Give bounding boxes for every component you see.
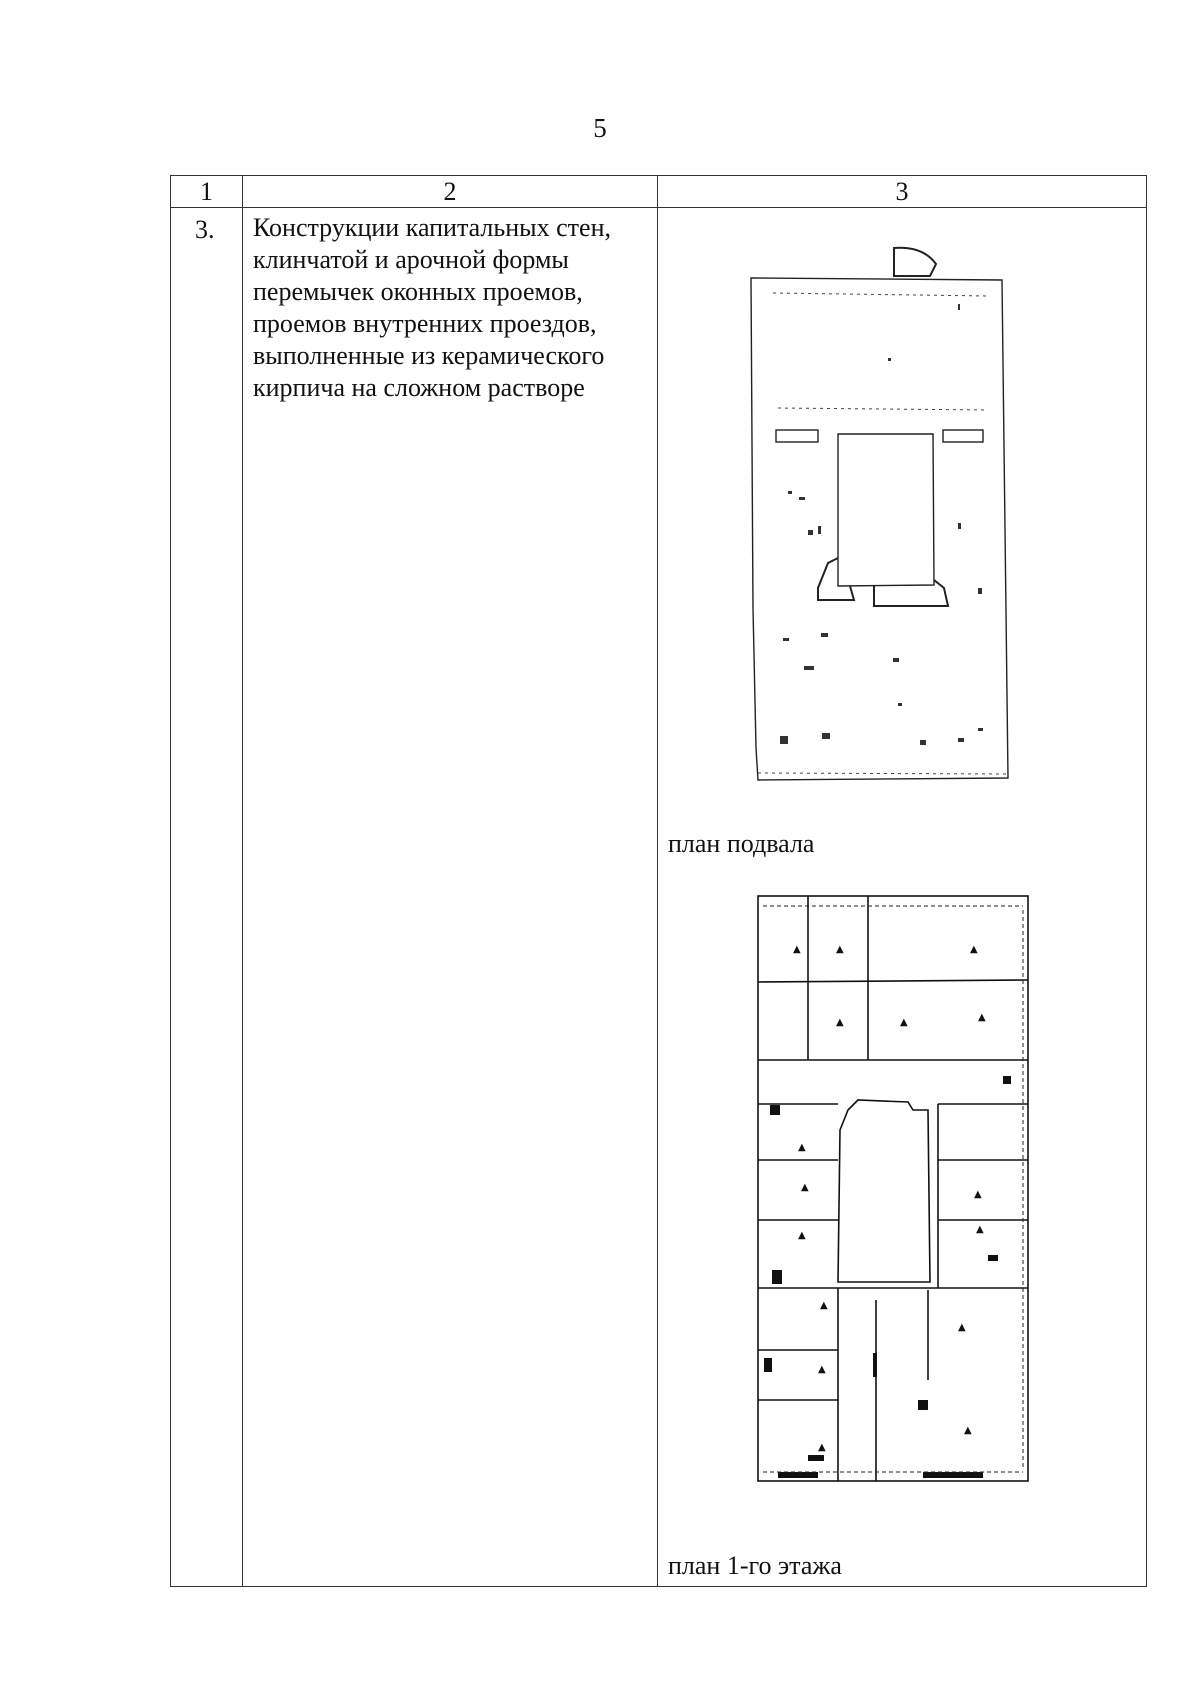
svg-text:▲: ▲ bbox=[900, 1017, 908, 1028]
page-number: 5 bbox=[593, 113, 607, 143]
svg-text:▲: ▲ bbox=[798, 1142, 806, 1153]
svg-text:▲: ▲ bbox=[818, 1364, 826, 1375]
svg-text:▲: ▲ bbox=[818, 1442, 826, 1453]
svg-text:▲: ▲ bbox=[978, 1012, 986, 1023]
table-header-row bbox=[171, 176, 1147, 208]
header-col-3: 3 bbox=[658, 176, 1147, 208]
description-line: выполненные из керамического bbox=[253, 341, 605, 370]
row-plans bbox=[658, 208, 1147, 1587]
header-col-2: 2 bbox=[243, 176, 658, 208]
svg-text:▲: ▲ bbox=[974, 1189, 982, 1200]
plan-caption: план 1-го этажа bbox=[668, 1551, 842, 1580]
svg-text:▲: ▲ bbox=[836, 944, 844, 955]
svg-text:▲: ▲ bbox=[958, 1322, 966, 1333]
description-line: Конструкции капитальных стен, bbox=[253, 213, 611, 242]
plan-caption: план подвала bbox=[668, 829, 815, 858]
row-description bbox=[243, 208, 658, 1587]
svg-text:▲: ▲ bbox=[964, 1425, 972, 1436]
svg-text:▲: ▲ bbox=[793, 944, 801, 955]
header-col-1: 1 bbox=[171, 176, 243, 208]
description-line: перемычек оконных проемов, bbox=[253, 277, 583, 306]
svg-text:▲: ▲ bbox=[976, 1224, 984, 1235]
svg-text:▲: ▲ bbox=[970, 944, 978, 955]
description-line: проемов внутренних проездов, bbox=[253, 309, 597, 338]
first-floor-plan-drawing bbox=[658, 860, 1146, 1550]
svg-text:▲: ▲ bbox=[801, 1182, 809, 1193]
svg-text:▲: ▲ bbox=[798, 1230, 806, 1241]
basement-plan-drawing bbox=[658, 208, 1146, 828]
row-number: 3. bbox=[171, 208, 243, 1587]
table-row bbox=[171, 208, 1147, 1587]
description-line: кирпича на сложном растворе bbox=[253, 373, 585, 402]
description-line: клинчатой и арочной формы bbox=[253, 245, 569, 274]
svg-text:▲: ▲ bbox=[820, 1300, 828, 1311]
specification-table bbox=[170, 175, 1147, 1587]
svg-text:▲: ▲ bbox=[836, 1017, 844, 1028]
